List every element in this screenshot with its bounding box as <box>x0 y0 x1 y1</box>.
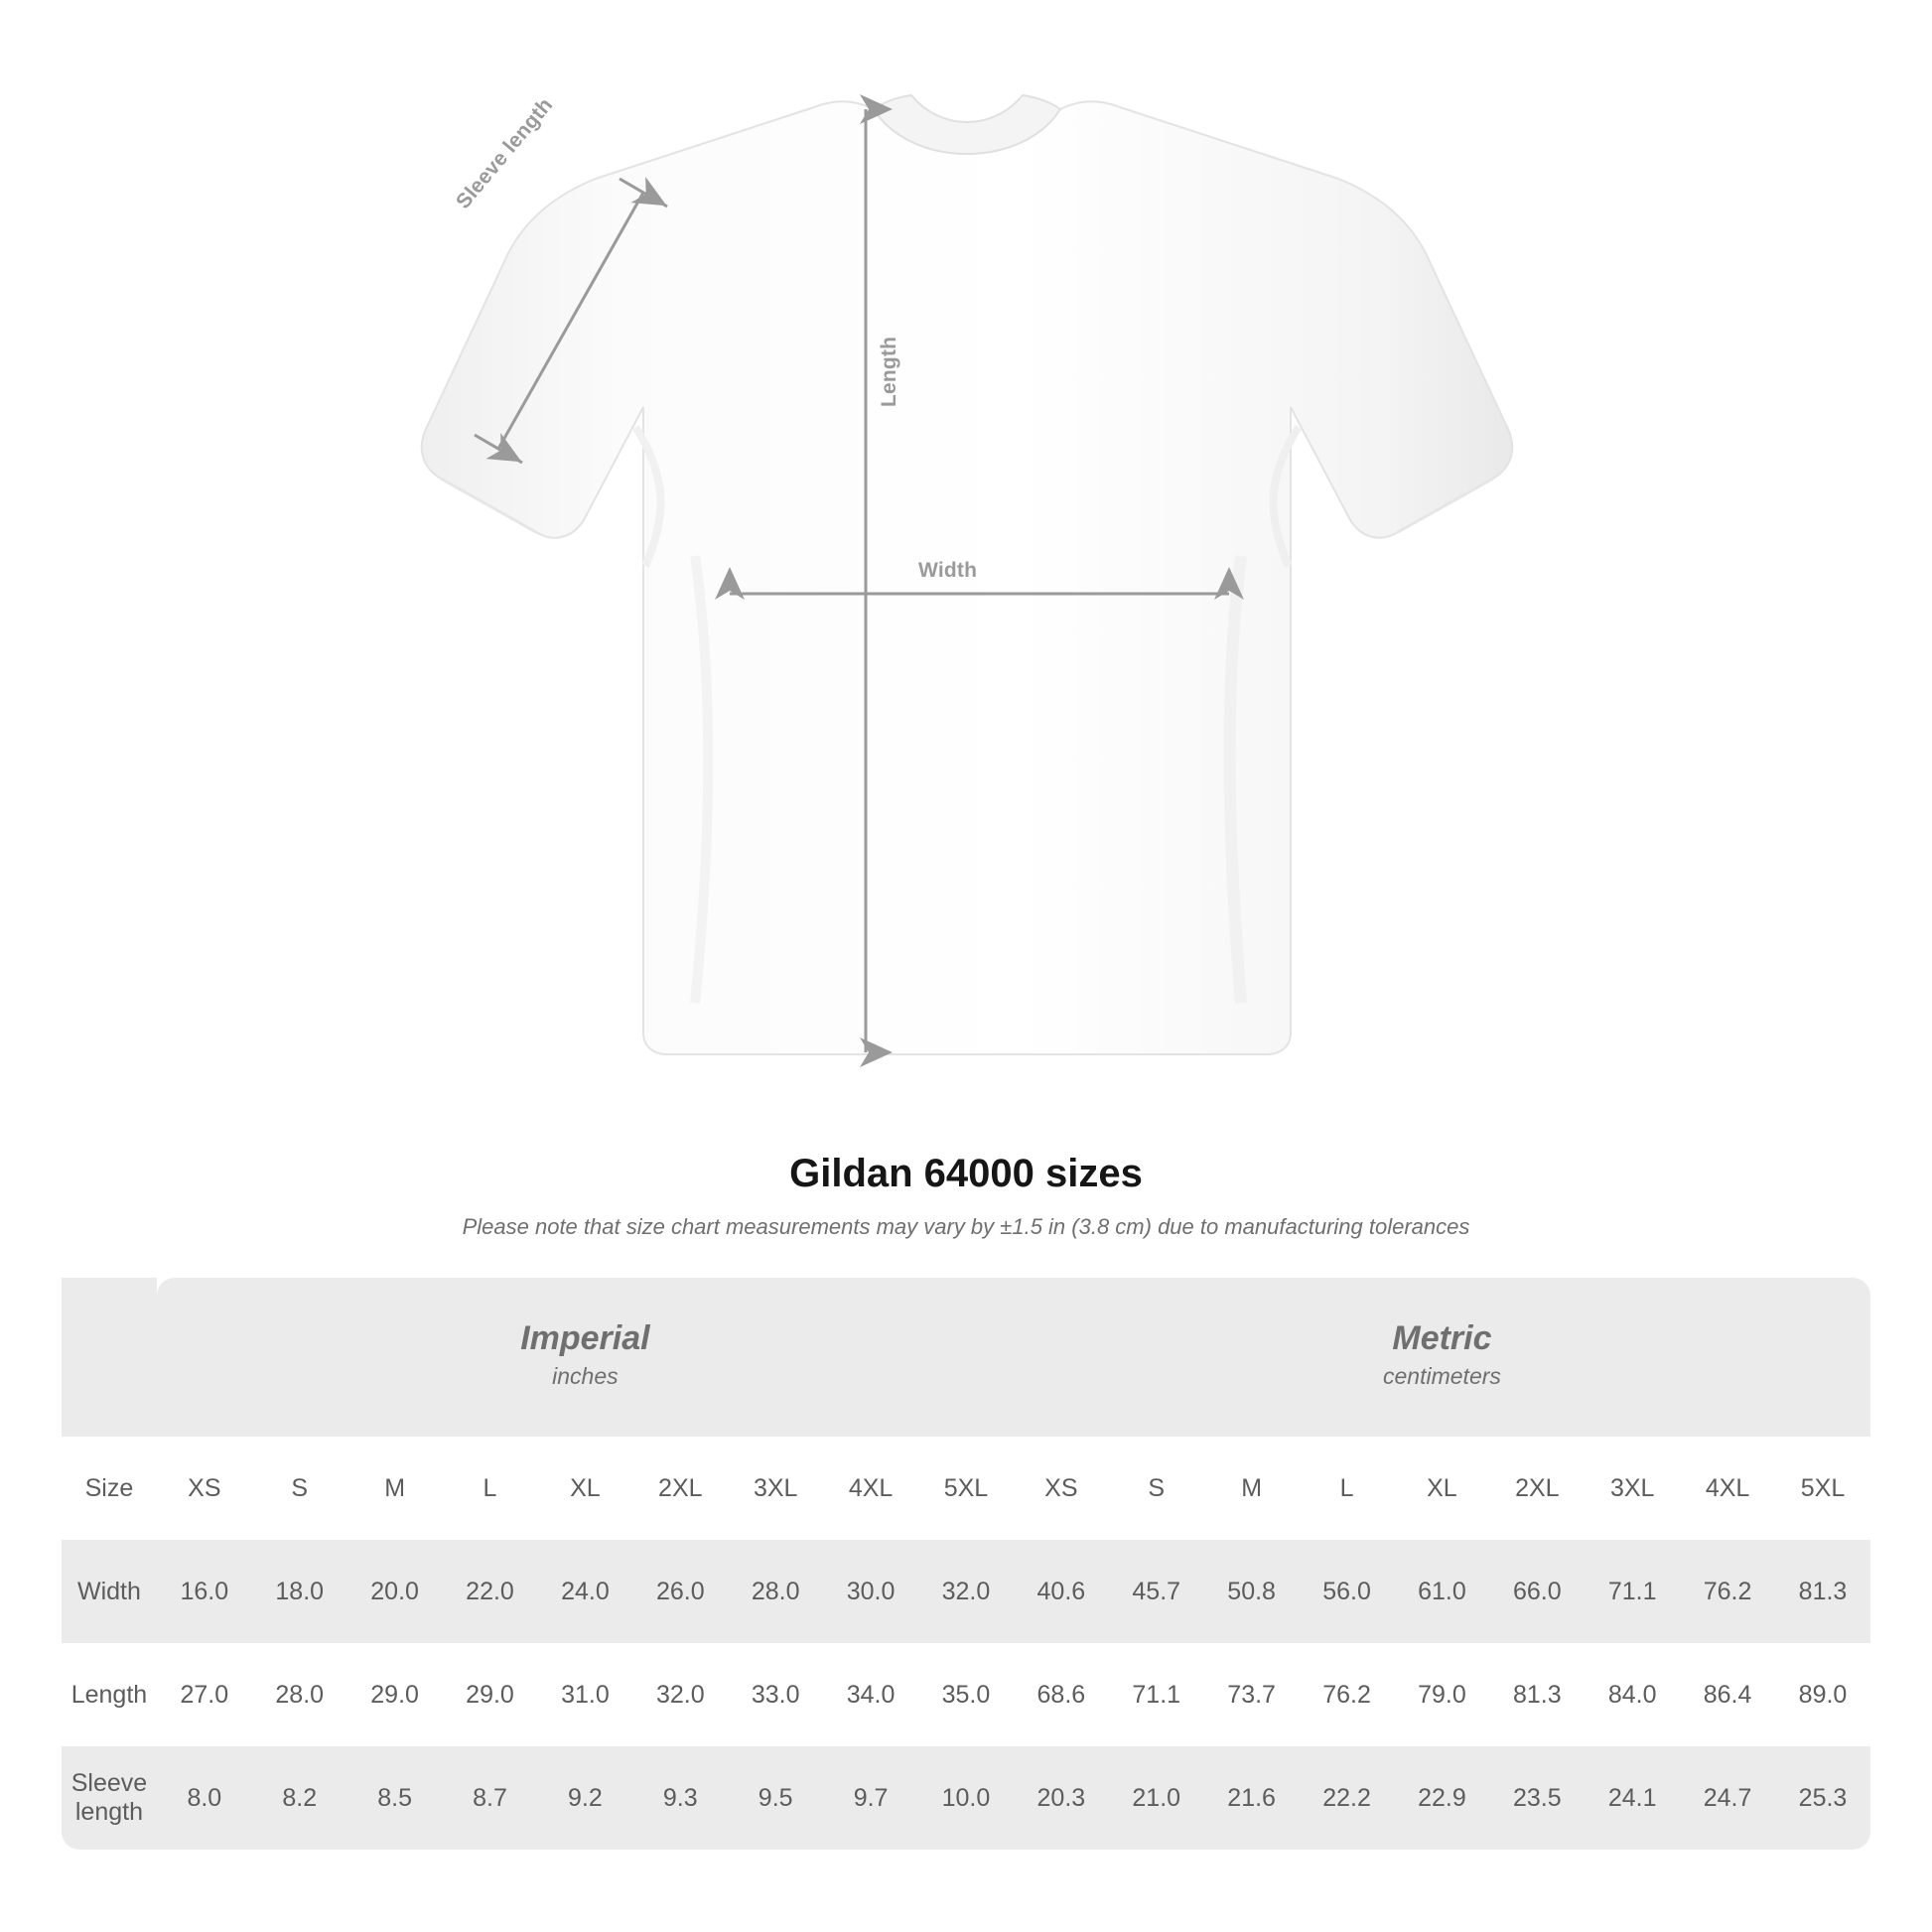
cell: 84.0 <box>1585 1643 1680 1746</box>
size-header-cell: L <box>443 1437 538 1540</box>
cell: 23.5 <box>1489 1746 1585 1850</box>
cell: 8.0 <box>157 1746 252 1850</box>
size-header-cell: 3XL <box>728 1437 823 1540</box>
table-row <box>62 1540 1870 1643</box>
cell: 89.0 <box>1775 1643 1870 1746</box>
unit-group-imperial <box>157 1278 1014 1437</box>
cell: 22.0 <box>443 1540 538 1643</box>
cell: 28.0 <box>728 1540 823 1643</box>
size-header-cell: M <box>1204 1437 1300 1540</box>
cell: 18.0 <box>252 1540 347 1643</box>
cell: 9.2 <box>537 1746 632 1850</box>
size-header-cell: S <box>1109 1437 1204 1540</box>
cell: 9.3 <box>632 1746 728 1850</box>
cell: 76.2 <box>1300 1643 1395 1746</box>
row-label-length: Length <box>62 1643 157 1746</box>
cell: 79.0 <box>1394 1643 1489 1746</box>
sleeve-length-label: Sleeve length <box>452 93 558 213</box>
cell: 71.1 <box>1585 1540 1680 1643</box>
cell: 24.1 <box>1585 1746 1680 1850</box>
table-row <box>62 1746 1870 1850</box>
size-header-cell: 2XL <box>1489 1437 1585 1540</box>
size-header-cell: S <box>252 1437 347 1540</box>
cell: 32.0 <box>918 1540 1014 1643</box>
unit-row-spacer <box>62 1278 157 1437</box>
cell: 9.5 <box>728 1746 823 1850</box>
cell: 8.2 <box>252 1746 347 1850</box>
size-header-cell: 4XL <box>823 1437 918 1540</box>
size-header-cell: 2XL <box>632 1437 728 1540</box>
size-header-cell: XS <box>1014 1437 1109 1540</box>
size-header-label: Size <box>62 1437 157 1540</box>
cell: 10.0 <box>918 1746 1014 1850</box>
cell: 9.7 <box>823 1746 918 1850</box>
cell: 22.9 <box>1394 1746 1489 1850</box>
size-header-cell: 5XL <box>918 1437 1014 1540</box>
row-label-sleeve-length: Sleeve length <box>62 1746 157 1850</box>
title-block <box>0 1152 1932 1240</box>
page-title: Gildan 64000 sizes <box>789 1152 1143 1195</box>
cell: 16.0 <box>157 1540 252 1643</box>
cell: 24.0 <box>537 1540 632 1643</box>
cell: 56.0 <box>1300 1540 1395 1643</box>
size-table-wrapper <box>62 1278 1870 1850</box>
cell: 86.4 <box>1680 1643 1775 1746</box>
unit-group-imperial-name: Imperial <box>520 1319 650 1358</box>
tolerance-note: Please note that size chart measurements may vary by ±1.5 in (3.8 cm) due to manufacturing tolerances <box>462 1214 1470 1239</box>
unit-group-metric-name: Metric <box>1392 1319 1492 1358</box>
cell: 76.2 <box>1680 1540 1775 1643</box>
cell: 25.3 <box>1775 1746 1870 1850</box>
cell: 34.0 <box>823 1643 918 1746</box>
size-header-cell: XL <box>1394 1437 1489 1540</box>
cell: 21.0 <box>1109 1746 1204 1850</box>
cell: 68.6 <box>1014 1643 1109 1746</box>
cell: 8.7 <box>443 1746 538 1850</box>
width-label: Width <box>918 559 978 582</box>
cell: 20.3 <box>1014 1746 1109 1850</box>
cell: 33.0 <box>728 1643 823 1746</box>
cell: 50.8 <box>1204 1540 1300 1643</box>
cell: 30.0 <box>823 1540 918 1643</box>
cell: 61.0 <box>1394 1540 1489 1643</box>
cell: 29.0 <box>347 1643 443 1746</box>
size-table <box>62 1278 1870 1850</box>
size-header-cell: 3XL <box>1585 1437 1680 1540</box>
cell: 71.1 <box>1109 1643 1204 1746</box>
size-header-cell: L <box>1300 1437 1395 1540</box>
cell: 32.0 <box>632 1643 728 1746</box>
cell: 40.6 <box>1014 1540 1109 1643</box>
unit-group-metric <box>1014 1278 1870 1437</box>
cell: 22.2 <box>1300 1746 1395 1850</box>
cell: 27.0 <box>157 1643 252 1746</box>
size-header-cell: XS <box>157 1437 252 1540</box>
cell: 73.7 <box>1204 1643 1300 1746</box>
cell: 26.0 <box>632 1540 728 1643</box>
cell: 28.0 <box>252 1643 347 1746</box>
size-header-row <box>62 1437 1870 1540</box>
cell: 21.6 <box>1204 1746 1300 1850</box>
table-row <box>62 1643 1870 1746</box>
cell: 81.3 <box>1489 1643 1585 1746</box>
unit-group-metric-sub: centimeters <box>1383 1363 1501 1390</box>
size-header-cell: XL <box>537 1437 632 1540</box>
cell: 29.0 <box>443 1643 538 1746</box>
cell: 35.0 <box>918 1643 1014 1746</box>
cell: 24.7 <box>1680 1746 1775 1850</box>
size-header-cell: M <box>347 1437 443 1540</box>
size-header-cell: 4XL <box>1680 1437 1775 1540</box>
row-label-width: Width <box>62 1540 157 1643</box>
cell: 31.0 <box>537 1643 632 1746</box>
length-label: Length <box>878 336 900 407</box>
size-header-cell: 5XL <box>1775 1437 1870 1540</box>
cell: 20.0 <box>347 1540 443 1643</box>
cell: 8.5 <box>347 1746 443 1850</box>
cell: 81.3 <box>1775 1540 1870 1643</box>
cell: 45.7 <box>1109 1540 1204 1643</box>
unit-header-row <box>62 1278 1870 1437</box>
unit-group-imperial-sub: inches <box>552 1363 619 1390</box>
cell: 66.0 <box>1489 1540 1585 1643</box>
